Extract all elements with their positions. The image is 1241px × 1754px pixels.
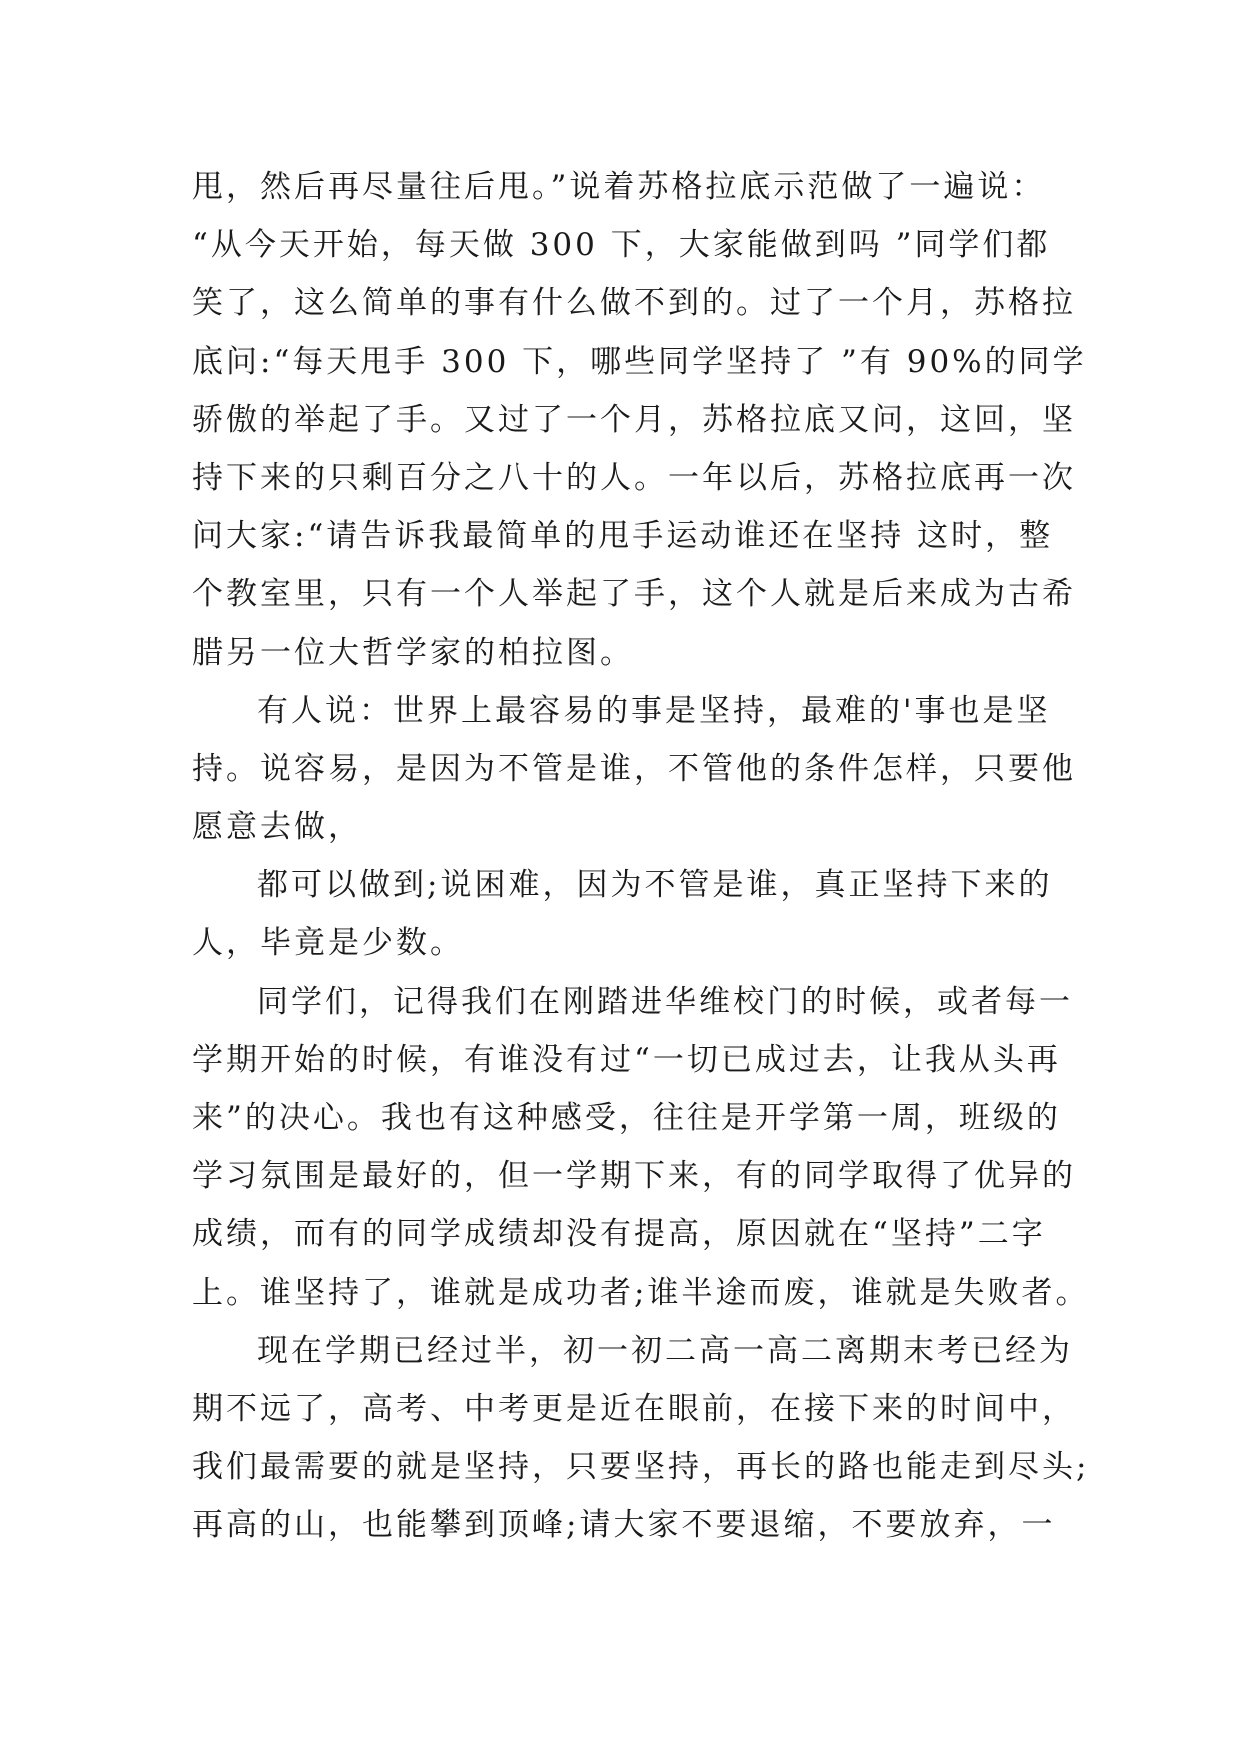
text-line: 再高的山，也能攀到顶峰;请大家不要退缩，不要放弃，一 — [192, 1507, 1056, 1544]
text-line: “从今天开始，每天做 300 下，大家能做到吗 ”同学们都 — [192, 227, 1051, 264]
text-line: 愿意去做， — [192, 809, 362, 846]
text-line: 上。谁坚持了，谁就是成功者;谁半途而废，谁就是失败者。 — [192, 1274, 1090, 1311]
text-line: 持。说容易，是因为不管是谁，不管他的条件怎样，只要他 — [192, 750, 1076, 787]
text-line: 人，毕竟是少数。 — [192, 925, 464, 962]
paragraph-start-line: 都可以做到;说困难，因为不管是谁，真正坚持下来的 — [257, 867, 1053, 904]
text-line: 学习氛围是最好的，但一学期下来，有的同学取得了优异的 — [192, 1158, 1076, 1195]
text-line: 期不远了，高考、中考更是近在眼前，在接下来的时间中， — [192, 1390, 1076, 1427]
paragraph-start-line: 有人说：世界上最容易的事是坚持，最难的'事也是坚 — [257, 692, 1051, 729]
paragraph-start-line: 现在学期已经过半，初一初二高一高二离期末考已经为 — [257, 1332, 1073, 1369]
body-text — [192, 158, 1090, 1555]
text-line: 学期开始的时候，有谁没有过“一切已成过去，让我从头再 — [192, 1041, 1061, 1078]
text-line: 来”的决心。我也有这种感受，往往是开学第一周，班级的 — [192, 1100, 1061, 1136]
text-line: 笑了，这么简单的事有什么做不到的。过了一个月，苏格拉 — [192, 285, 1076, 322]
text-line: 我们最需要的就是坚持，只要坚持，再长的路也能走到尽头; — [192, 1449, 1090, 1486]
text-line: 底问:“每天甩手 300 下，哪些同学坚持了 ”有 90%的同学 — [192, 343, 1087, 380]
text-line: 成绩，而有的同学成绩却没有提高，原因就在“坚持”二字 — [192, 1216, 1046, 1253]
text-line: 问大家:“请告诉我最简单的甩手运动谁还在坚持 这时，整 — [192, 518, 1054, 555]
paragraph-start-line: 同学们，记得我们在刚踏进华维校门的时候，或者每一 — [257, 983, 1073, 1020]
text-line: 腊另一位大哲学家的柏拉图。 — [192, 634, 634, 671]
text-line: 个教室里，只有一个人举起了手，这个人就是后来成为古希 — [192, 576, 1076, 613]
text-line: 持下来的只剩百分之八十的人。一年以后，苏格拉底再一次 — [192, 459, 1076, 496]
text-line: 甩，然后再尽量往后甩。”说着苏格拉底示范做了一遍说： — [192, 169, 1046, 205]
text-line: 骄傲的举起了手。又过了一个月，苏格拉底又问，这回，坚 — [192, 401, 1076, 438]
